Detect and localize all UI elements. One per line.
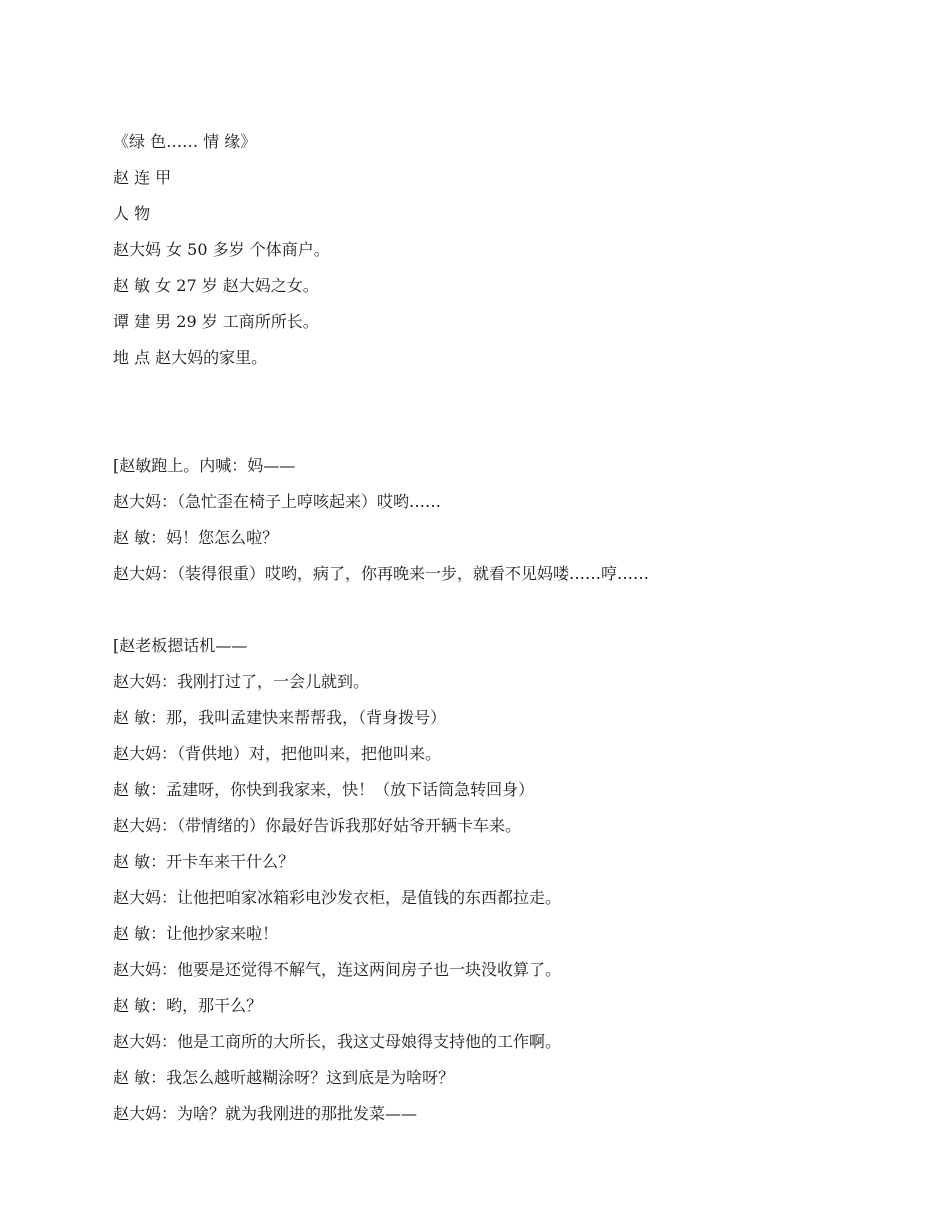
stage-direction: [赵敏跑上。内喊：妈——: [113, 456, 296, 475]
location-line: 地 点 赵大妈的家里。: [113, 348, 268, 367]
paragraph-gap: [113, 376, 893, 448]
dialogue-line: 赵 敏：妈！您怎么啦？: [113, 528, 279, 547]
script-text: [113, 124, 893, 1132]
dialogue-line: 赵 敏：让他抄家来啦！: [113, 924, 279, 943]
dialogue-line: 赵大妈：（装得很重）哎哟，病了，你再晚来一步，就看不见妈喽……哼……: [113, 564, 650, 583]
play-title: 《绿 色…… 情 缘》: [113, 132, 257, 151]
dialogue-line: 赵大妈：让他把咱家冰箱彩电沙发衣柜，是值钱的东西都拉走。: [113, 888, 562, 907]
character-line: 赵大妈 女 50 多岁 个体商户。: [113, 240, 330, 259]
stage-direction: [赵老板摁话机——: [113, 636, 248, 655]
dialogue-line: 赵大妈：（急忙歪在椅子上哼咳起来）哎哟……: [113, 492, 442, 511]
characters-heading: 人 物: [113, 204, 151, 223]
paragraph-gap: [113, 592, 893, 628]
dialogue-line: 赵大妈：为啥？就为我刚进的那批发菜——: [113, 1104, 418, 1123]
dialogue-line: 赵 敏：开卡车来干什么？: [113, 852, 295, 871]
dialogue-line: 赵大妈：他要是还觉得不解气，连这两间房子也一块没收算了。: [113, 960, 562, 979]
dialogue-line: 赵大妈：他是工商所的大所长，我这丈母娘得支持他的工作啊。: [113, 1032, 562, 1051]
dialogue-line: 赵 敏：哟，那干么？: [113, 996, 263, 1015]
dialogue-line: 赵大妈：（背供地）对，把他叫来，把他叫来。: [113, 744, 442, 763]
character-line: 谭 建 男 29 岁 工商所所长。: [113, 312, 319, 331]
dialogue-line: 赵 敏：孟建呀，你快到我家来，快！（放下话筒急转回身）: [113, 780, 535, 799]
dialogue-line: 赵 敏：我怎么越听越糊涂呀？这到底是为啥呀？: [113, 1068, 455, 1087]
author-line: 赵 连 甲: [113, 168, 172, 187]
dialogue-line: 赵大妈：（带情绪的）你最好告诉我那好姑爷开辆卡车来。: [113, 816, 522, 835]
dialogue-line: 赵大妈：我刚打过了，一会儿就到。: [113, 672, 370, 691]
dialogue-line: 赵 敏：那，我叫孟建快来帮帮我，（背身拨号）: [113, 708, 447, 727]
character-line: 赵 敏 女 27 岁 赵大妈之女。: [113, 276, 319, 295]
